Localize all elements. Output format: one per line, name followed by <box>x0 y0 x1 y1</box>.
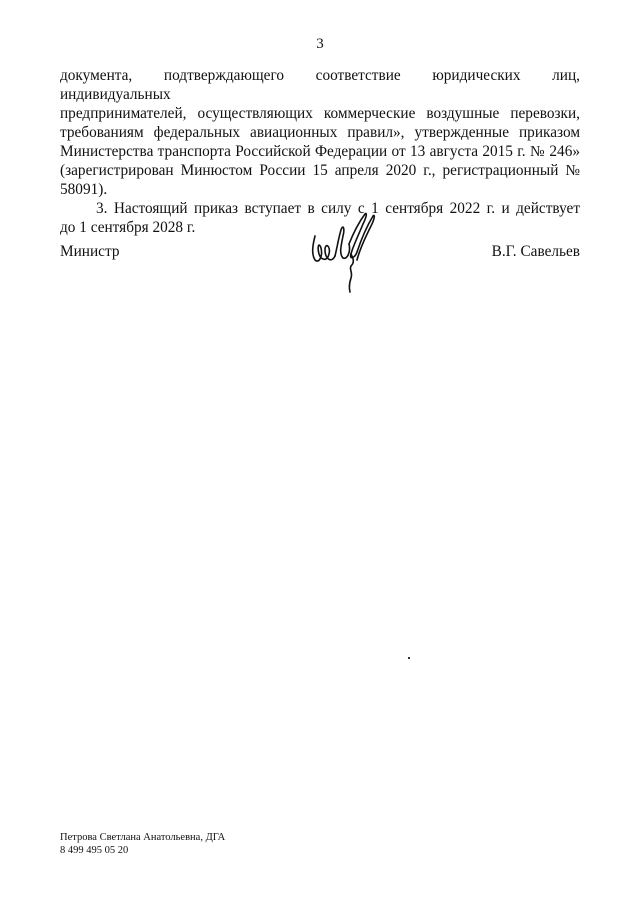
page-number: 3 <box>316 36 324 52</box>
text-line: документа, подтверждающего соответствие юридических лиц, индивидуальных <box>60 67 580 103</box>
handwritten-signature-icon <box>305 208 385 293</box>
executor-phone: 8 499 495 05 20 <box>60 845 129 856</box>
text-line: 3. Настоящий приказ вступает в силу с 1 сентября 2022 г. и действует <box>96 200 580 217</box>
text-line: предпринимателей, осуществляющих коммерческие воздушные перевозки, <box>60 105 580 122</box>
text-line: требованиям федеральных авиационных правил», утвержденные приказом <box>60 124 580 141</box>
text-line: Министерства транспорта Российской Федерации от 13 августа 2015 г. № 246» <box>60 143 580 160</box>
paragraph-1 <box>60 66 580 199</box>
signer-role: Министр <box>60 243 120 260</box>
executor-name: Петрова Светлана Анатольевна, ДГА <box>60 832 226 843</box>
footer-executor-info <box>60 831 225 857</box>
text-line: до 1 сентября 2028 г. <box>60 219 196 236</box>
scan-artifact-dot <box>408 657 410 659</box>
text-line: (зарегистрирован Минюстом России 15 апреля 2020 г., регистрационный № 58091). <box>60 162 580 198</box>
signer-name: В.Г. Савельев <box>491 243 580 260</box>
